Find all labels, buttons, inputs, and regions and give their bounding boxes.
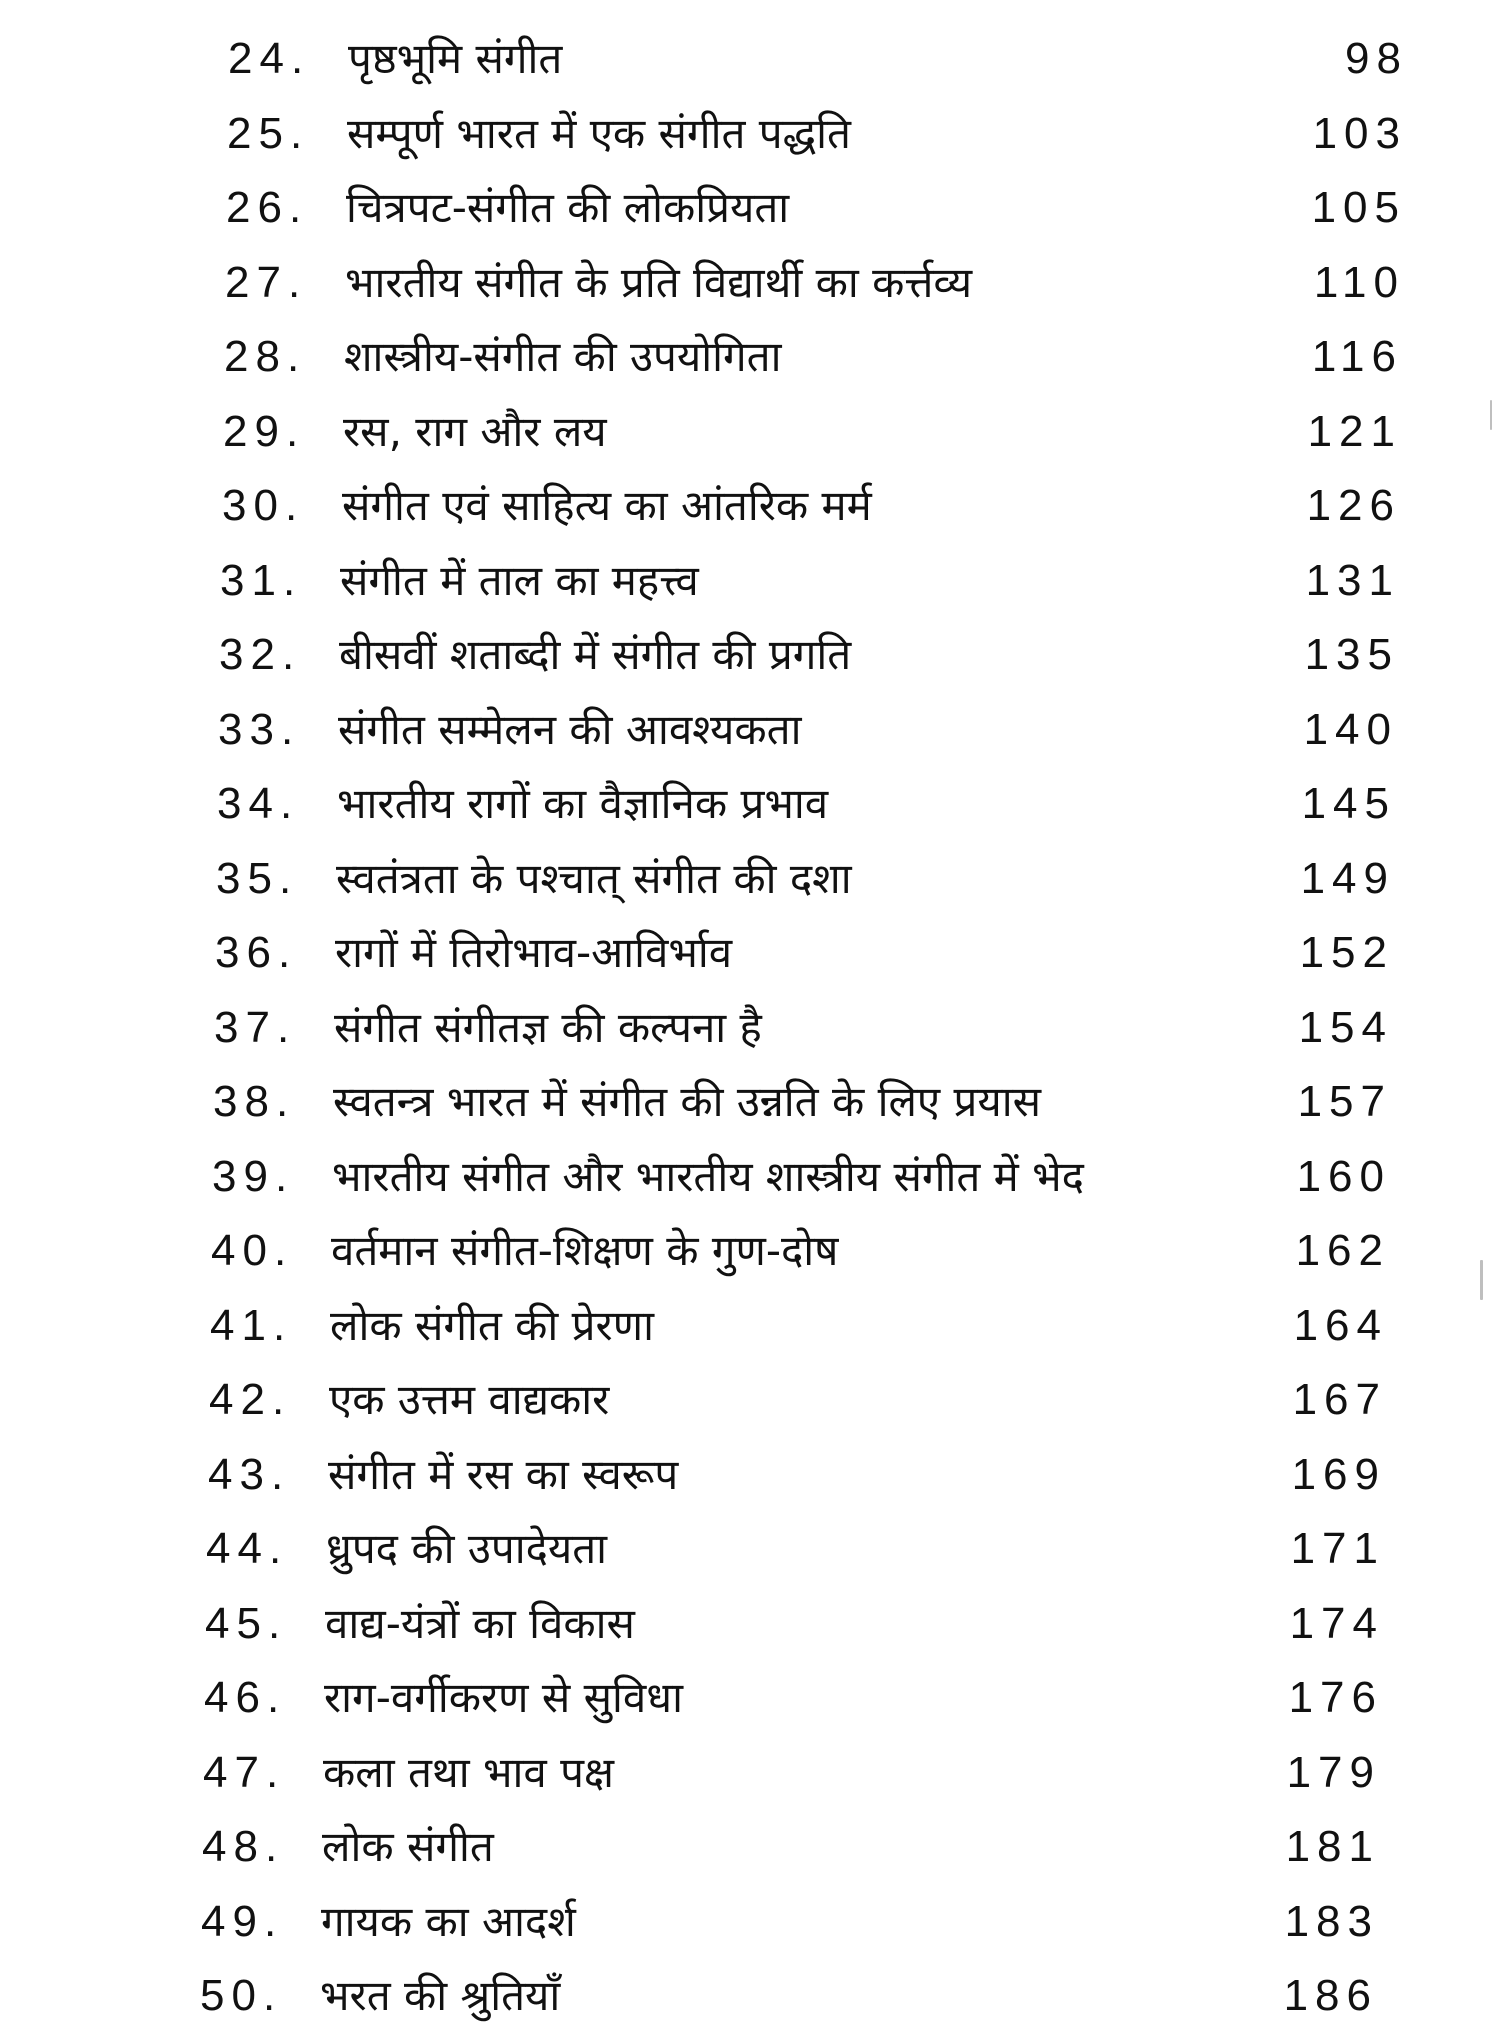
toc-entry <box>0 1289 1500 1363</box>
entry-number: 35. <box>216 853 299 903</box>
entry-number: 24. <box>228 34 311 83</box>
entry-number: 29. <box>223 406 306 456</box>
toc-entry <box>0 395 1500 469</box>
entry-title: एक उत्तम वाद्यकार <box>329 1375 610 1424</box>
toc-entry <box>0 97 1500 171</box>
toc-entry <box>0 1885 1500 1959</box>
toc-entry <box>0 320 1500 394</box>
toc-entry <box>0 469 1500 543</box>
entry-number: 44. <box>206 1524 289 1573</box>
entry-number: 50. <box>200 1971 283 2020</box>
entry-title: चित्रपट-संगीत की लोकप्रियता <box>346 183 790 232</box>
toc-entry <box>0 1661 1500 1735</box>
toc-entry <box>0 544 1500 618</box>
toc-entry <box>0 171 1500 245</box>
entry-page-number: 167 <box>1292 1375 1387 1424</box>
toc-entry <box>0 1810 1500 1884</box>
entry-number: 34. <box>217 779 300 828</box>
entry-title: भरत की श्रुतियाँ <box>320 1971 561 2020</box>
entry-title: रस, राग और लय <box>343 406 607 456</box>
entry-title: भारतीय संगीत और भारतीय शास्त्रीय संगीत में भेद <box>332 1151 1084 1201</box>
entry-number: 38. <box>213 1077 296 1126</box>
entry-number: 43. <box>208 1449 291 1499</box>
toc-entry <box>0 22 1500 96</box>
toc-entry <box>0 1736 1500 1810</box>
entry-title: भारतीय रागों का वैज्ञानिक प्रभाव <box>337 779 829 828</box>
entry-number: 39. <box>212 1151 295 1201</box>
entry-page-number: 169 <box>1291 1449 1386 1499</box>
entry-page-number: 149 <box>1300 853 1395 903</box>
toc-entry <box>0 1438 1500 1512</box>
entry-page-number: 110 <box>1313 257 1405 307</box>
entry-number: 36. <box>215 928 298 977</box>
entry-page-number: 105 <box>1311 183 1406 232</box>
entry-number: 27. <box>225 257 308 307</box>
entry-title: वर्तमान संगीत-शिक्षण के गुण-दोष <box>331 1226 839 1275</box>
toc-entry <box>0 1065 1500 1139</box>
entry-title: रागों में तिरोभाव-आविर्भाव <box>335 928 733 977</box>
toc-entry <box>0 1959 1500 2033</box>
entry-title: राग-वर्गीकरण से सुविधा <box>324 1673 683 1722</box>
entry-number: 45. <box>205 1598 288 1648</box>
entry-title: संगीत संगीतज्ञ की कल्पना है <box>334 1002 762 1052</box>
toc-entry <box>0 1140 1500 1214</box>
entry-title: लोक संगीत की प्रेरणा <box>330 1300 654 1350</box>
entry-title: वाद्य-यंत्रों का विकास <box>325 1598 635 1648</box>
toc-entry <box>0 842 1500 916</box>
entry-title: स्वतन्त्र भारत में संगीत की उन्नति के लिए प्रयास <box>333 1077 1042 1126</box>
entry-page-number: 98 <box>1345 34 1408 83</box>
entry-number: 26. <box>226 183 309 232</box>
entry-title: सम्पूर्ण भारत में एक संगीत पद्धति <box>347 108 851 158</box>
scan-mark <box>1480 1260 1483 1300</box>
entry-page-number: 171 <box>1290 1524 1385 1573</box>
entry-page-number: 135 <box>1304 630 1399 679</box>
entry-page-number: 174 <box>1289 1598 1384 1648</box>
entry-number: 47. <box>203 1747 286 1797</box>
entry-page-number: 152 <box>1299 928 1394 977</box>
entry-number: 28. <box>224 332 307 381</box>
scan-mark <box>1490 400 1492 430</box>
entry-page-number: 176 <box>1288 1673 1383 1722</box>
entry-title: संगीत में रस का स्वरूप <box>328 1449 679 1499</box>
entry-title: पृष्ठभूमि संगीत <box>348 34 563 83</box>
entry-page-number: 179 <box>1286 1747 1381 1797</box>
entry-number: 37. <box>214 1002 297 1052</box>
toc-entry <box>0 1214 1500 1288</box>
entry-page-number: 121 <box>1307 406 1402 456</box>
entry-page-number: 162 <box>1295 1226 1390 1275</box>
entry-page-number: 154 <box>1298 1002 1393 1052</box>
toc-entry <box>0 916 1500 990</box>
entry-number: 30. <box>222 481 305 530</box>
toc-entry <box>0 1512 1500 1586</box>
entry-title: संगीत सम्मेलन की आवश्यकता <box>338 704 802 754</box>
entry-title: ध्रुपद की उपादेयता <box>326 1524 608 1573</box>
entry-title: संगीत में ताल का महत्त्व <box>340 555 699 605</box>
entry-page-number: 186 <box>1283 1971 1378 2020</box>
toc-entry <box>0 991 1500 1065</box>
entry-number: 32. <box>219 630 302 679</box>
entry-page-number: 131 <box>1305 555 1400 605</box>
entry-page-number: 157 <box>1297 1077 1392 1126</box>
entry-number: 49. <box>201 1896 284 1946</box>
entry-page-number: 181 <box>1285 1822 1380 1871</box>
entry-number: 40. <box>211 1226 294 1275</box>
entry-number: 48. <box>202 1822 285 1871</box>
entry-title: भारतीय संगीत के प्रति विद्यार्थी का कर्त्तव्य <box>345 257 973 307</box>
entry-number: 41. <box>210 1300 293 1350</box>
entry-number: 33. <box>218 704 301 754</box>
entry-number: 42. <box>209 1375 292 1424</box>
entry-title: संगीत एवं साहित्य का आंतरिक मर्म <box>342 481 872 530</box>
entry-number: 46. <box>204 1673 287 1722</box>
entry-page-number: 103 <box>1312 108 1407 158</box>
toc-entry <box>0 246 1500 320</box>
entry-page-number: 160 <box>1296 1151 1391 1201</box>
entry-title: गायक का आदर्श <box>321 1896 576 1946</box>
entry-title: कला तथा भाव पक्ष <box>323 1747 615 1797</box>
toc-entry <box>0 618 1500 692</box>
toc-entry <box>0 767 1500 841</box>
entry-title: शास्त्रीय-संगीत की उपयोगिता <box>344 332 782 381</box>
entry-title: स्वतंत्रता के पश्चात् संगीत की दशा <box>336 853 852 903</box>
entry-number: 31. <box>220 555 303 605</box>
entry-page-number: 164 <box>1293 1300 1388 1350</box>
entry-number: 25. <box>227 108 310 158</box>
entry-title: बीसवीं शताब्दी में संगीत की प्रगति <box>339 630 852 679</box>
entry-page-number: 126 <box>1306 481 1401 530</box>
toc-entry <box>0 1587 1500 1661</box>
toc-entry <box>0 693 1500 767</box>
entry-page-number: 183 <box>1284 1896 1379 1946</box>
entry-page-number: 145 <box>1301 779 1396 828</box>
entry-title: लोक संगीत <box>322 1822 494 1871</box>
toc-entry <box>0 1363 1500 1437</box>
entry-page-number: 140 <box>1303 704 1398 754</box>
entry-page-number: 116 <box>1311 332 1403 381</box>
